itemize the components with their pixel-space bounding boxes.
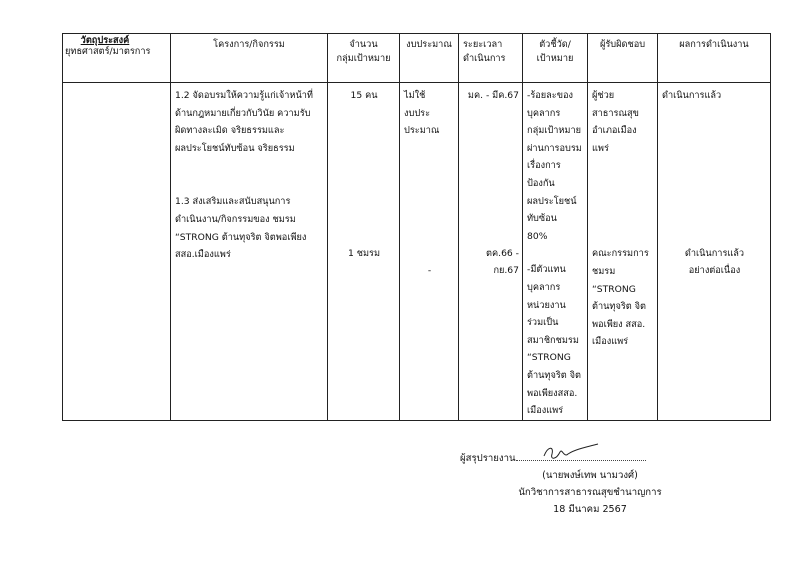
table-row <box>63 83 771 421</box>
header-objective-title: วัตถุประสงค์ <box>80 35 130 46</box>
indicator-item-1-2: -ร้อยละของ บุคลากร กลุ่มเป้าหมาย ผ่านการอบรม เรื่องการ ป้องกัน ผลประโยชน์ ทับซ้อน 80% <box>527 90 582 242</box>
header-project: โครงการ/กิจกรรม <box>171 34 328 83</box>
period-cell <box>459 83 523 421</box>
signer-position: นักวิชาการสาธารณสุขชำนาญการ <box>518 487 662 498</box>
project-item-1-3: 1.3 ส่งเสริมและสนับสนุนการ ดำเนินงาน/กิจกรรมของ ชมรม “STRONG ต้านทุจริต จิตพอเพียง สสอ.เมืองแพร่ <box>175 196 307 261</box>
header-objective-subtitle: ยุทธศาสตร์/มาตรการ <box>65 46 151 57</box>
responsible-cell <box>588 83 658 421</box>
signature-label: ผู้สรุปรายงาน <box>460 453 516 464</box>
header-objective <box>63 34 171 83</box>
result-item-1-3: ดำเนินการแล้ว อย่างต่อเนื่อง <box>684 247 745 277</box>
period-item-1-3: ตค.66 - กย.67 <box>486 247 519 277</box>
target-item-1-2: 15 คน <box>350 90 378 101</box>
responsible-item-1-2: ผู้ช่วย สาธารณสุข อำเภอเมือง แพร่ <box>592 90 639 154</box>
header-indicator: ตัวชี้วัด/ เป้าหมาย <box>523 34 588 83</box>
header-responsible: ผู้รับผิดชอบ <box>588 34 658 83</box>
project-cell <box>171 83 328 421</box>
header-target: จำนวน กลุ่มเป้าหมาย <box>328 34 400 83</box>
header-result: ผลการดำเนินงาน <box>658 34 771 83</box>
signature-line <box>460 450 700 467</box>
indicator-item-1-3: -มีตัวแทน บุคลากร หน่วยงาน ร่วมเป็น สมาชิกชมรม “STRONG ต้านทุจริต จิต พอเพียงสสอ. เมืองแพร่ <box>527 264 582 417</box>
result-item-1-2: ดำเนินการแล้ว <box>662 90 722 101</box>
report-date: 18 มีนาคม 2567 <box>553 504 627 515</box>
signer-name: (นายพงษ์เทพ นามวงศ์) <box>542 470 638 481</box>
result-cell <box>658 83 771 421</box>
signature-block <box>460 450 700 518</box>
budget-item-1-2: ไม่ใช้ งบประ ประมาณ <box>404 90 440 137</box>
target-cell <box>328 83 400 421</box>
signature-scribble <box>542 442 602 466</box>
period-item-1-2: มค. - มีค.67 <box>467 90 519 101</box>
indicator-cell <box>523 83 588 421</box>
header-period: ระยะเวลา ดำเนินการ <box>459 34 523 83</box>
budget-item-1-3: - <box>427 264 432 276</box>
table-header-row <box>63 34 771 83</box>
budget-cell <box>400 83 459 421</box>
header-budget: งบประมาณ <box>400 34 459 83</box>
objective-cell <box>63 83 171 421</box>
target-item-1-3: 1 ชมรม <box>347 247 381 259</box>
responsible-item-1-3: คณะกรรมการ ชมรม “STRONG ต้านทุจริต จิต พอเพียง สสอ. เมืองแพร่ <box>592 248 649 348</box>
plan-table <box>62 33 771 421</box>
project-item-1-2: 1.2 จัดอบรมให้ความรู้แก่เจ้าหน้าที่ ด้านกฎหมายเกี่ยวกับวินัย ความรับ ผิดทางละเมิด จริยธรรมและ ผลประโยชน์ทับซ้อน จริยธรรม <box>175 90 313 154</box>
